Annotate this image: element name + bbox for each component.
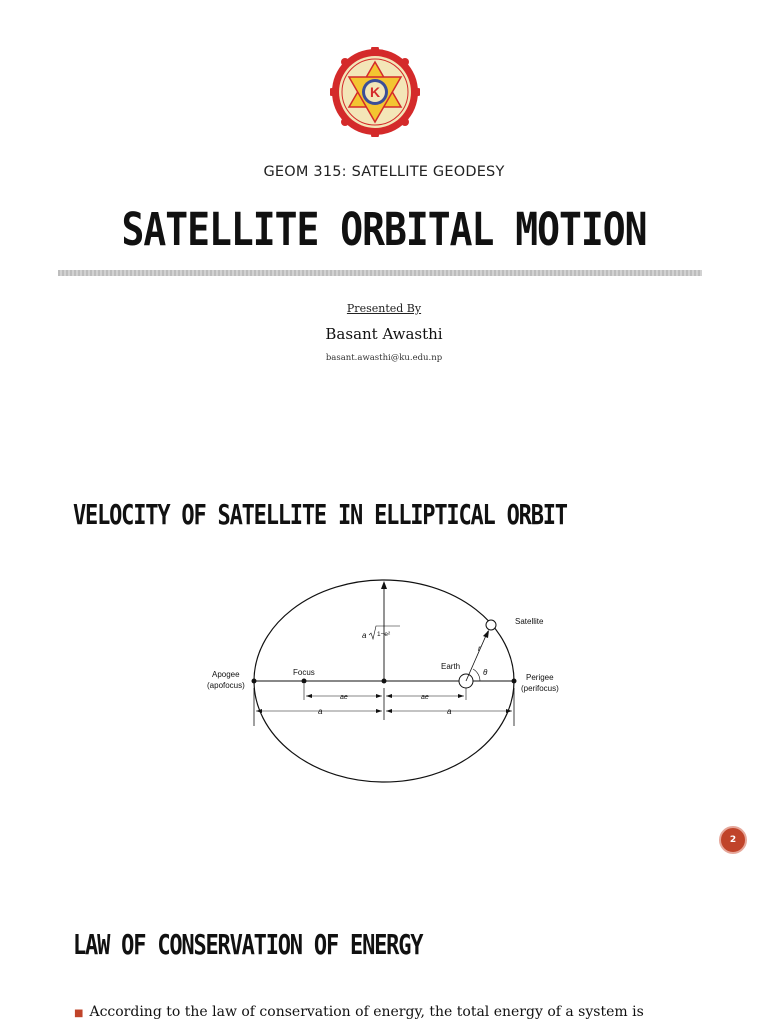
semi-minor-expr-label: 1−e² xyxy=(377,631,391,638)
author-name: Basant Awasthi xyxy=(325,325,443,343)
page-number-badge: 2 xyxy=(719,826,747,854)
bullet-icon: ■ xyxy=(74,1008,84,1019)
ae-left-label: ae xyxy=(340,694,348,701)
perigee-label: Perigee xyxy=(526,673,554,682)
satellite-point xyxy=(486,620,496,630)
energy-heading: LAW OF CONSERVATION OF ENERGY xyxy=(73,930,423,962)
list-item xyxy=(74,1003,694,1023)
elliptical-orbit-diagram xyxy=(196,578,570,788)
university-seal-icon xyxy=(330,47,420,137)
apogee-point xyxy=(252,679,257,684)
page-title: SATELLITE ORBITAL MOTION xyxy=(121,203,647,256)
perifocus-label: (perifocus) xyxy=(521,684,559,693)
a-right-label: a xyxy=(447,707,452,716)
perigee-point xyxy=(512,679,517,684)
focus-point xyxy=(302,679,307,684)
focus-label: Focus xyxy=(293,668,315,677)
logo-letter: K xyxy=(369,84,381,100)
bullet-text: According to the law of conservation of energy, the total energy of a system is xyxy=(89,1004,644,1020)
semi-minor-a-label: a xyxy=(362,631,367,640)
apogee-label: Apogee xyxy=(212,670,240,679)
author-email: basant.awasthi@ku.edu.np xyxy=(325,353,443,363)
presented-by-label: Presented By xyxy=(346,302,422,315)
satellite-label: Satellite xyxy=(515,617,544,626)
ae-right-label: ae xyxy=(421,694,429,701)
velocity-heading: VELOCITY OF SATELLITE IN ELLIPTICAL ORBIT xyxy=(73,500,567,532)
title-slide xyxy=(0,0,768,405)
r-label: r xyxy=(478,644,481,653)
title-divider xyxy=(58,270,702,276)
course-code: GEOM 315: SATELLITE GEODESY xyxy=(263,164,505,180)
earth-label: Earth xyxy=(441,662,461,671)
apofocus-label: (apofocus) xyxy=(207,681,245,690)
a-left-label: a xyxy=(318,707,323,716)
center-point xyxy=(382,679,387,684)
theta-label: θ xyxy=(483,668,488,677)
